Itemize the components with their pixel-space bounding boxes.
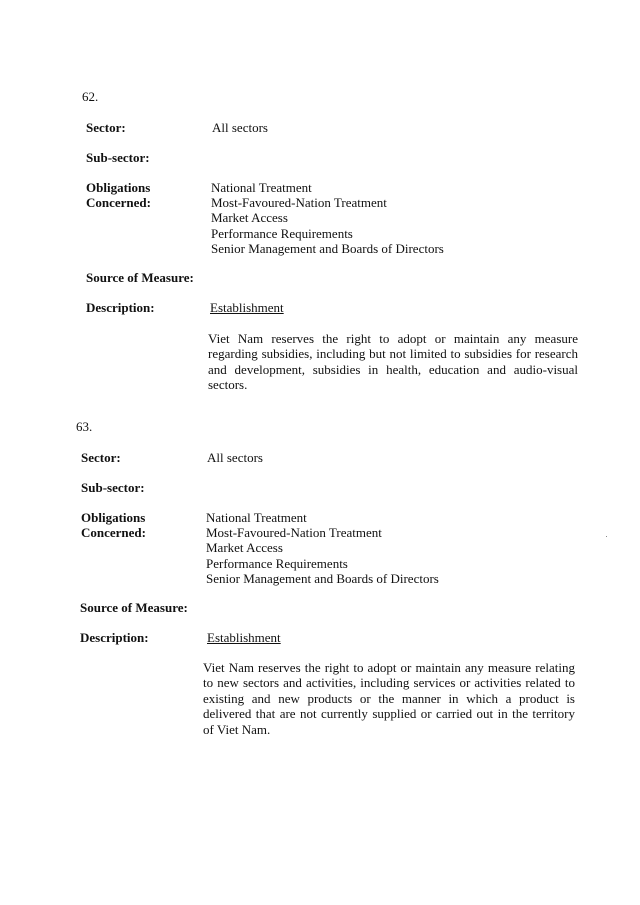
sector-label: Sector: [81,450,121,465]
obligations-label-line2: Concerned: [81,525,146,540]
subsector-label: Sub-sector: [86,150,150,165]
obligations-label-line2: Concerned: [86,195,151,210]
obligation-item: National Treatment [206,510,307,525]
description-text: Viet Nam reserves the right to adopt or maintain any measure relating to new sectors and activities, including services or activities related to existing and new products or the manner in which a product is delivered that are not currently supplied or carried out in the territory of Viet Nam. [203,660,575,737]
obligations-label [86,180,211,210]
entry-number: 63. [76,419,93,434]
obligation-item: Performance Requirements [211,225,353,241]
obligations-list [211,180,444,256]
sector-value: All sectors [207,450,263,465]
description-label: Description: [80,630,149,645]
obligation-item: Most-Favoured-Nation Treatment [211,195,387,211]
subsector-label: Sub-sector: [81,480,145,495]
obligations-label [81,510,206,540]
obligation-item: Senior Management and Boards of Directors [206,570,439,586]
obligation-item: Market Access [211,210,288,226]
description-label: Description: [86,300,155,315]
sector-label: Sector: [86,120,126,135]
sector-value: All sectors [212,120,268,135]
obligations-list [206,510,439,586]
source-label: Source of Measure: [80,600,188,615]
obligation-item: Most-Favoured-Nation Treatment [206,525,382,541]
obligation-item: National Treatment [211,180,312,195]
obligations-label-line1: Obligations [86,180,151,195]
obligations-label-line1: Obligations [81,510,146,525]
scan-speck [606,536,607,537]
entry-number: 62. [82,89,99,104]
description-heading: Establishment [207,630,281,645]
obligation-item: Senior Management and Boards of Directors [211,240,444,256]
obligation-item: Performance Requirements [206,555,348,571]
description-text: Viet Nam reserves the right to adopt or maintain any measure regarding subsidies, including but not limited to subsidies for research and development, subsidies in health, education and audio-visual sectors. [208,331,578,393]
source-label: Source of Measure: [86,270,194,285]
description-heading: Establishment [210,300,284,315]
obligation-item: Market Access [206,540,283,556]
